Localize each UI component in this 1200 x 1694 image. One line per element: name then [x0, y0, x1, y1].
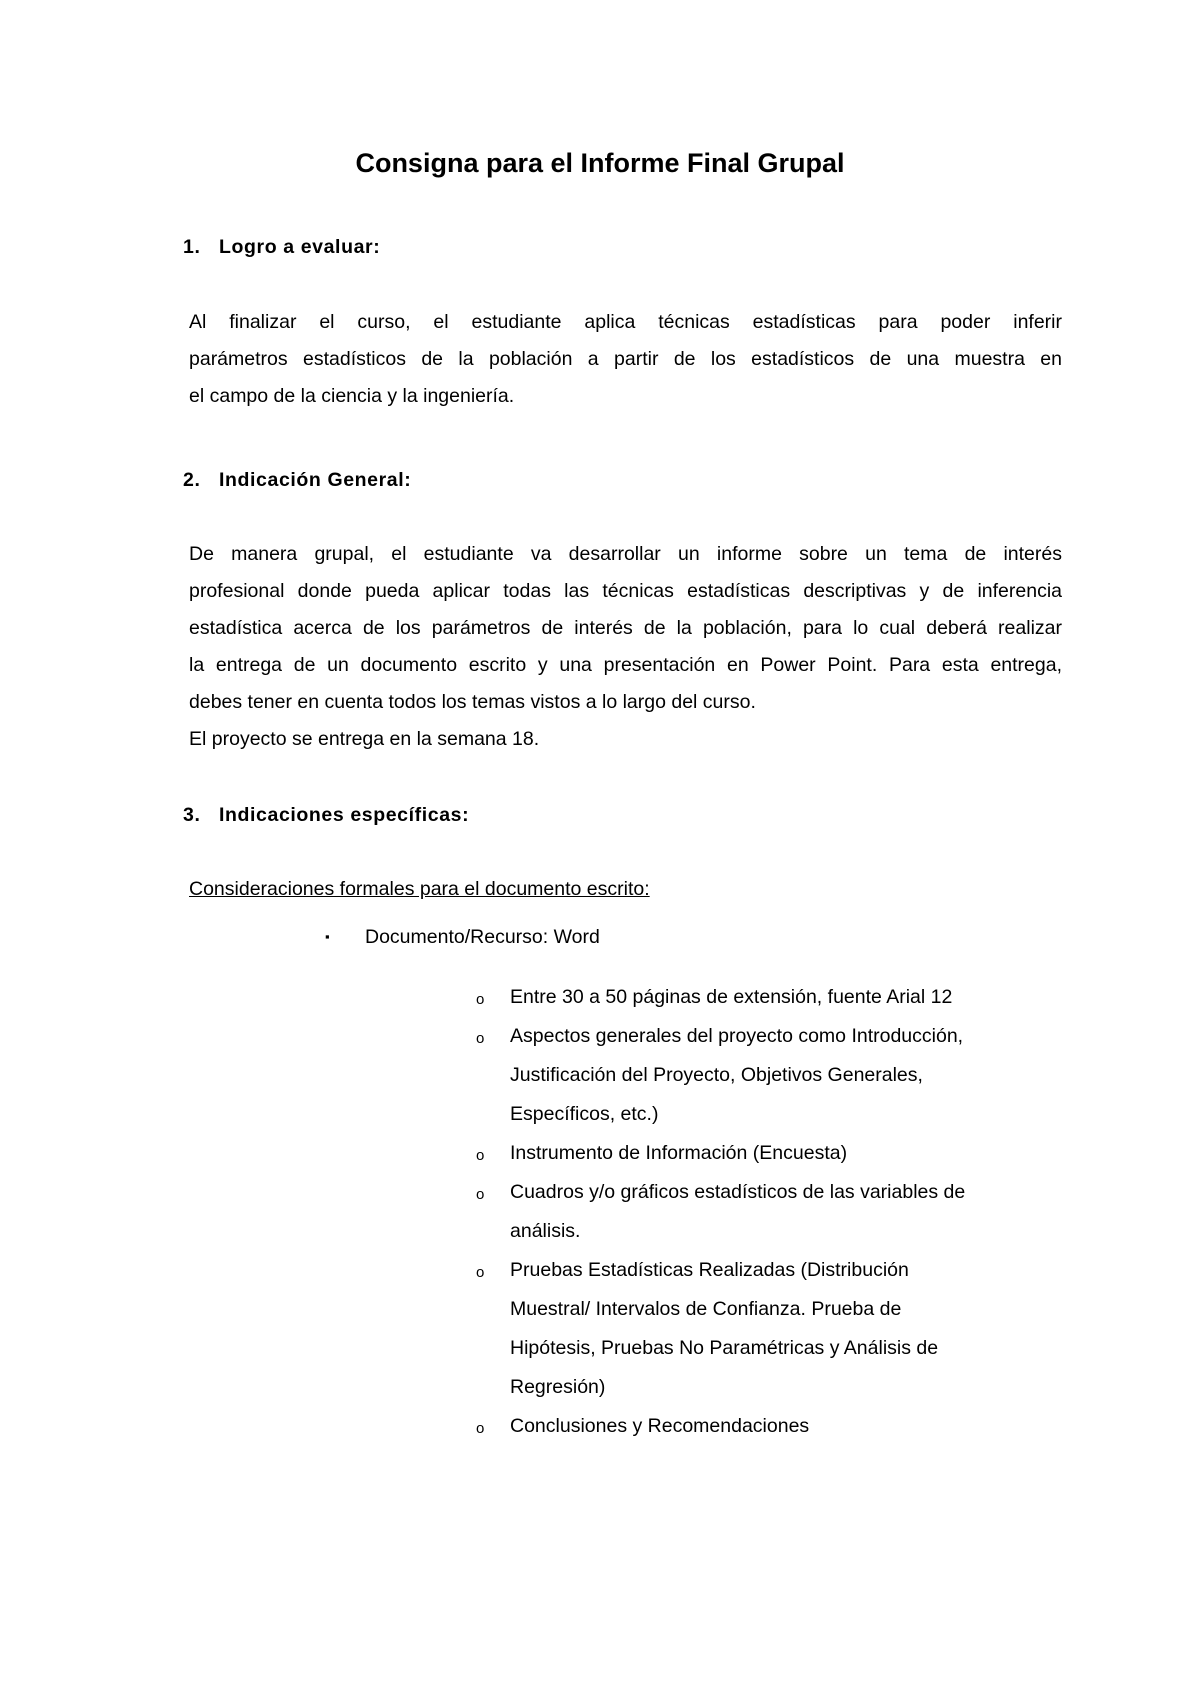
section-title: Indicación General:: [219, 469, 412, 491]
section-title: Indicaciones específicas:: [219, 804, 470, 826]
section-heading-indicaciones-especificas: [183, 802, 469, 828]
list-item: [476, 1173, 1076, 1251]
subheading-consideraciones: Consideraciones formales para el documento escrito:: [189, 878, 650, 900]
section-title: Logro a evaluar:: [219, 236, 381, 258]
list-item-line: Muestral/ Intervalos de Confianza. Prueba de: [510, 1298, 902, 1320]
section-paragraph-indicacion-general: [189, 536, 1062, 758]
list-item: [476, 978, 1076, 1017]
list-item: [476, 1017, 1076, 1134]
list-item-line: Justificación del Proyecto, Objetivos Generales,: [510, 1064, 923, 1086]
square-bullet-icon: ▪: [325, 929, 330, 944]
paragraph-line: El proyecto se entrega en la semana 18.: [189, 728, 540, 750]
section-number: 2.: [183, 469, 201, 491]
paragraph-line: estadística acerca de los parámetros de interés de la población, para lo cual deberá realizar: [189, 617, 1062, 639]
paragraph-line: De manera grupal, el estudiante va desarrollar un informe sobre un tema de interés: [189, 543, 1062, 565]
list-item-line: Entre 30 a 50 páginas de extensión, fuente Arial 12: [510, 986, 953, 1008]
list-item-line: Conclusiones y Recomendaciones: [510, 1415, 810, 1437]
circle-bullet-icon: o: [476, 1030, 485, 1047]
paragraph-line: Al finalizar el curso, el estudiante aplica técnicas estadísticas para poder inferir: [189, 311, 1062, 333]
section-heading-indicacion-general: [183, 467, 411, 493]
circle-bullet-icon: o: [476, 991, 485, 1008]
section-heading-logro: [183, 234, 380, 260]
list-item-line: Instrumento de Información (Encuesta): [510, 1142, 848, 1164]
bullet-item-documento: [325, 924, 600, 950]
list-item-line: análisis.: [510, 1220, 581, 1242]
circle-bullet-icon: o: [476, 1186, 485, 1203]
paragraph-line: parámetros estadísticos de la población a partir de los estadísticos de una muestra en: [189, 348, 1062, 370]
list-item-line: Cuadros y/o gráficos estadísticos de las variables de: [510, 1181, 966, 1203]
circle-bullet-icon: o: [476, 1264, 485, 1281]
sub-bullet-list: [476, 978, 1076, 1446]
paragraph-line: la entrega de un documento escrito y una presentación en Power Point. Para esta entrega,: [189, 654, 1062, 676]
list-item-line: Hipótesis, Pruebas No Paramétricas y Análisis de: [510, 1337, 939, 1359]
list-item-line: Específicos, etc.): [510, 1103, 659, 1125]
section-number: 1.: [183, 236, 201, 258]
circle-bullet-icon: o: [476, 1147, 485, 1164]
list-item-line: Aspectos generales del proyecto como Introducción,: [510, 1025, 964, 1047]
list-item: [476, 1251, 1076, 1407]
list-item: [476, 1134, 1076, 1173]
paragraph-line: profesional donde pueda aplicar todas las técnicas estadísticas descriptivas y de inferencia: [189, 580, 1062, 602]
circle-bullet-icon: o: [476, 1420, 485, 1437]
list-item-line: Regresión): [510, 1376, 606, 1398]
list-item: [476, 1407, 1076, 1446]
section-number: 3.: [183, 804, 201, 826]
document-title: Consigna para el Informe Final Grupal: [355, 148, 845, 178]
bullet-text: Documento/Recurso: Word: [365, 926, 600, 948]
paragraph-line: el campo de la ciencia y la ingeniería.: [189, 385, 515, 407]
list-item-line: Pruebas Estadísticas Realizadas (Distribución: [510, 1259, 909, 1281]
paragraph-line: debes tener en cuenta todos los temas vistos a lo largo del curso.: [189, 691, 756, 713]
section-paragraph-logro: [189, 304, 1062, 415]
